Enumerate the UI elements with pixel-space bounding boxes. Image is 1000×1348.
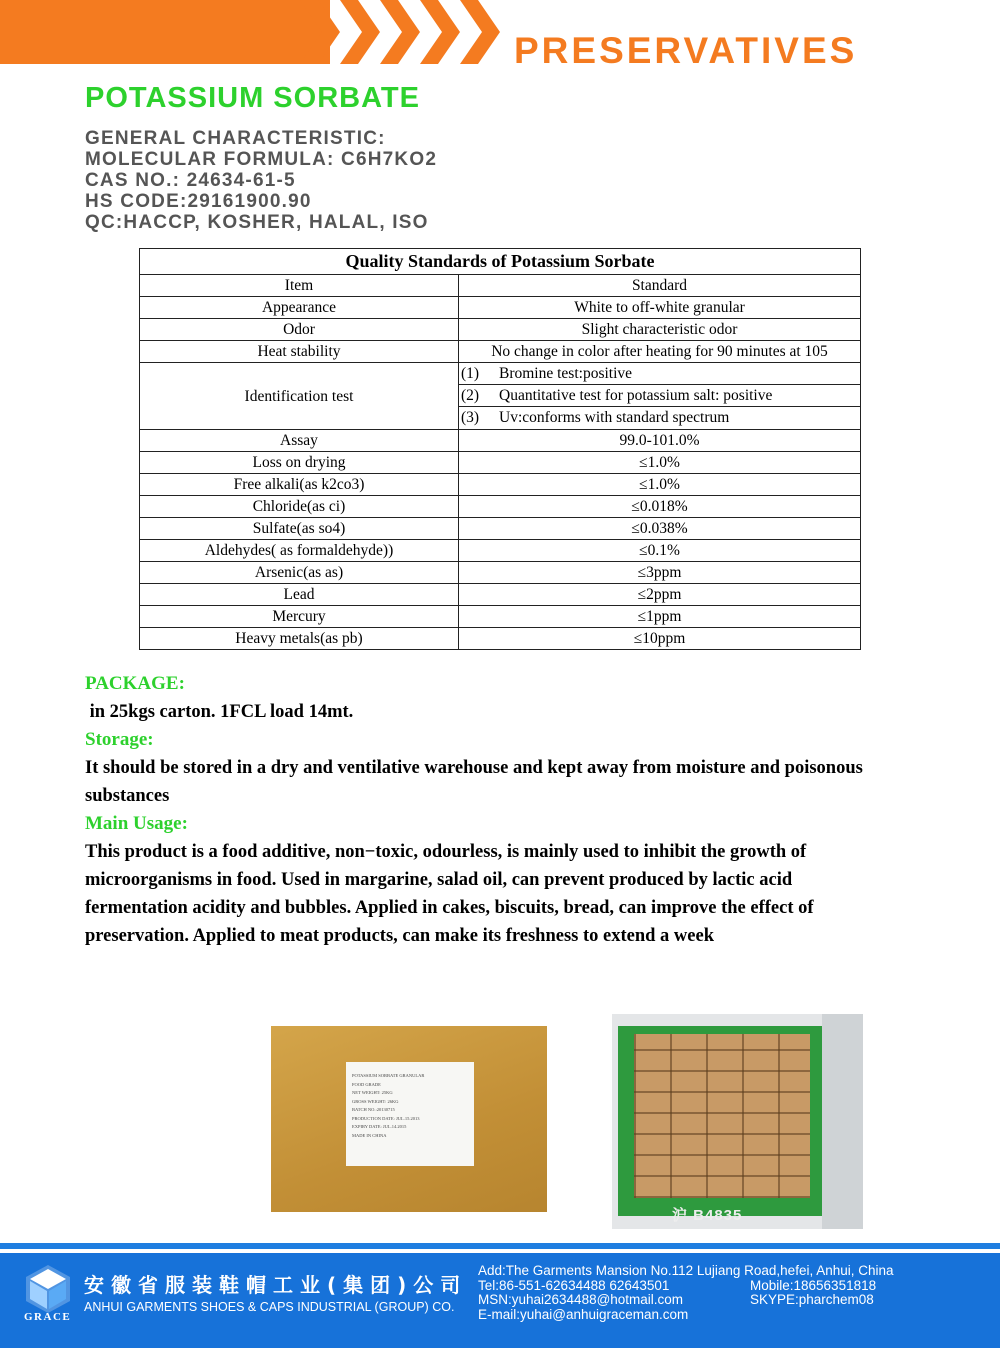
identification-number: (3) bbox=[461, 409, 480, 426]
table-cell-standard: White to off-white granular bbox=[459, 297, 861, 319]
identification-line bbox=[459, 363, 860, 385]
identification-line bbox=[459, 407, 860, 429]
identification-number: (1) bbox=[461, 365, 480, 382]
carton-label-line: PRODUCTION DATE: JUL.15.2013 bbox=[352, 1115, 420, 1121]
msn: MSN:yuhai2634488@hotmail.com bbox=[478, 1292, 684, 1307]
identification-text: Bromine test:positive bbox=[499, 365, 633, 382]
package-label: PACKAGE: bbox=[85, 673, 185, 694]
carton-label-line: MADE IN CHINA bbox=[352, 1132, 387, 1138]
table-row bbox=[140, 496, 861, 518]
usage-text: This product is a food additive, non−toxic, odourless, is mainly used to inhibit the growth of microorganisms in food. Used in margarine, salad oil, can prevent produced by lactic acid fermentation acidity and bubbles. Applied in cakes, biscuits, bread, can improve the effect of preservation. Applied to meat products, can make its freshness to extend a week bbox=[85, 842, 814, 946]
table-cell-standard: ≤0.1% bbox=[459, 540, 861, 562]
table-cell-item: Appearance bbox=[140, 297, 459, 319]
chevron-arrow-icon bbox=[380, 0, 420, 64]
email: E-mail:yuhai@anhuigraceman.com bbox=[478, 1306, 689, 1322]
email-line bbox=[478, 1308, 894, 1323]
table-cell-standard: ≤1.0% bbox=[459, 474, 861, 496]
table-cell-standard: ≤0.018% bbox=[459, 496, 861, 518]
telephone: Tel:86-551-62634488 62643501 bbox=[478, 1277, 670, 1293]
carton-label-line: EXPIRY DATE: JUL.14.2015 bbox=[352, 1124, 407, 1129]
table-cell-standard: ≤1ppm bbox=[459, 606, 861, 628]
product-title: POTASSIUM SORBATE bbox=[85, 82, 420, 114]
footer-divider bbox=[0, 1243, 1000, 1249]
table-row bbox=[140, 430, 861, 452]
table-cell-standard: Slight characteristic odor bbox=[459, 319, 861, 341]
package-text: in 25kgs carton. 1FCL load 14mt. bbox=[85, 702, 354, 722]
column-header-item: Item bbox=[140, 275, 459, 297]
characteristic-line: CAS NO.: 24634-61-5 bbox=[85, 170, 296, 191]
identification-line bbox=[459, 385, 860, 407]
phone-line bbox=[478, 1279, 894, 1294]
identification-text: Uv:conforms with standard spectrum bbox=[499, 409, 730, 426]
table-cell-item: Sulfate(as so4) bbox=[140, 518, 459, 540]
table-cell-item: Heat stability bbox=[140, 341, 459, 363]
header-orange-band bbox=[0, 0, 330, 64]
contact-info bbox=[478, 1264, 894, 1322]
table-row bbox=[140, 518, 861, 540]
company-name-chinese: 安徽省服装鞋帽工业(集团)公司 bbox=[84, 1273, 468, 1297]
grace-cube-logo-icon bbox=[22, 1263, 74, 1313]
carton-label-line: GROSS WEIGHT: 26KG bbox=[352, 1098, 399, 1104]
footer bbox=[0, 1253, 1000, 1348]
table-cell-item: Lead bbox=[140, 584, 459, 606]
messenger-line bbox=[478, 1293, 894, 1308]
table-cell-standard: No change in color after heating for 90 minutes at 105 bbox=[459, 341, 861, 363]
container-door bbox=[822, 1014, 863, 1229]
table-cell-item: Aldehydes( as formaldehyde)) bbox=[140, 540, 459, 562]
table-row bbox=[140, 540, 861, 562]
container-frame bbox=[618, 1026, 828, 1216]
table-cell-standard: ≤0.038% bbox=[459, 518, 861, 540]
table-cell-identification bbox=[459, 363, 861, 430]
table-row bbox=[140, 606, 861, 628]
identification-number: (2) bbox=[461, 387, 480, 404]
table-cell-standard: 99.0-101.0% bbox=[459, 430, 861, 452]
table-cell-item: Assay bbox=[140, 430, 459, 452]
table-cell-item: Chloride(as ci) bbox=[140, 496, 459, 518]
table-title: Quality Standards of Potassium Sorbate bbox=[140, 249, 861, 275]
table-row-identification bbox=[140, 363, 861, 430]
table-row bbox=[140, 297, 861, 319]
carton-label-line: NET WEIGHT: 25KG bbox=[352, 1090, 393, 1095]
identification-text: Quantitative test for potassium salt: positive bbox=[499, 387, 773, 404]
quality-standards-table bbox=[139, 248, 861, 650]
skype: SKYPE:pharchem08 bbox=[750, 1292, 874, 1307]
usage-label: Main Usage: bbox=[85, 813, 188, 834]
address: Add:The Garments Mansion No.112 Lujiang Road,hefei, Anhui, China bbox=[478, 1263, 894, 1278]
table-cell-standard: ≤2ppm bbox=[459, 584, 861, 606]
carton-label-line: BATCH NO.:20130715 bbox=[352, 1107, 395, 1112]
table-header-row bbox=[140, 275, 861, 297]
table-row bbox=[140, 319, 861, 341]
table-row bbox=[140, 562, 861, 584]
chevron-arrow-icon bbox=[420, 0, 460, 64]
carton-label-line: FOOD GRADE bbox=[352, 1081, 381, 1087]
table-row bbox=[140, 341, 861, 363]
storage-text: It should be stored in a dry and ventilative warehouse and kept away from moisture and poisonous substances bbox=[85, 758, 863, 806]
table-row bbox=[140, 474, 861, 496]
general-characteristics bbox=[85, 128, 437, 233]
container-photo bbox=[612, 1014, 863, 1229]
table-cell-standard: ≤10ppm bbox=[459, 628, 861, 650]
table-row bbox=[140, 628, 861, 650]
stacked-cartons bbox=[634, 1034, 810, 1198]
table-cell-item: Mercury bbox=[140, 606, 459, 628]
characteristic-line: GENERAL CHARACTERISTIC: bbox=[85, 128, 386, 149]
table-cell-item: Loss on drying bbox=[140, 452, 459, 474]
carton-photo bbox=[271, 1026, 547, 1212]
characteristic-line: HS CODE:29161900.90 bbox=[85, 191, 312, 212]
carton-label-line: POTASSIUM SORBATE GRANULAR bbox=[352, 1073, 425, 1078]
table-cell-standard: ≤3ppm bbox=[459, 562, 861, 584]
characteristic-line: MOLECULAR FORMULA: C6H7KO2 bbox=[85, 149, 438, 170]
address-line bbox=[478, 1264, 894, 1279]
storage-label: Storage: bbox=[85, 729, 154, 750]
table-cell-item: Free alkali(as k2co3) bbox=[140, 474, 459, 496]
column-header-standard: Standard bbox=[459, 275, 861, 297]
logo-text: GRACE bbox=[24, 1311, 72, 1323]
table-cell-item: Odor bbox=[140, 319, 459, 341]
mobile: Mobile:18656351818 bbox=[750, 1277, 877, 1293]
table-cell-item: Heavy metals(as pb) bbox=[140, 628, 459, 650]
section-title: PRESERVATIVES bbox=[514, 30, 858, 71]
table-row bbox=[140, 584, 861, 606]
container-plate: 沪 B4835 bbox=[672, 1207, 743, 1224]
characteristic-line: QC:HACCP, KOSHER, HALAL, ISO bbox=[85, 212, 429, 233]
table-cell-standard: ≤1.0% bbox=[459, 452, 861, 474]
company-name-english: ANHUI GARMENTS SHOES & CAPS INDUSTRIAL (GROUP) CO. bbox=[84, 1300, 455, 1314]
table-row bbox=[140, 452, 861, 474]
carton-label bbox=[346, 1062, 474, 1166]
table-cell-item: Arsenic(as as) bbox=[140, 562, 459, 584]
chevron-arrow-icon bbox=[340, 0, 380, 64]
chevron-arrow-icon bbox=[460, 0, 500, 64]
table-cell-item: Identification test bbox=[140, 363, 459, 430]
